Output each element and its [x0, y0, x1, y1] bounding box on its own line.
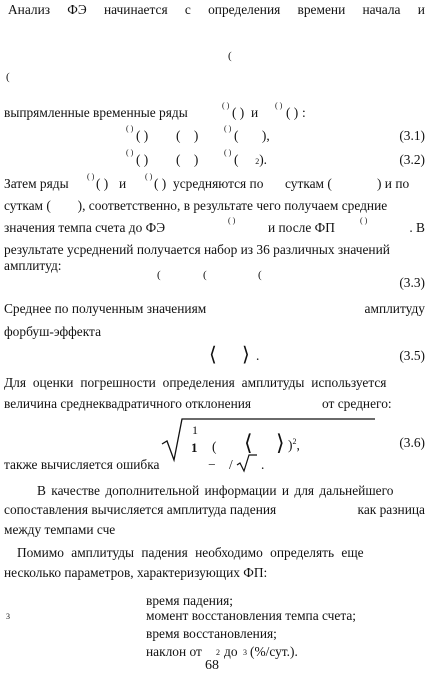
paragraph-line-5: значения темпа счета до ФЭ ( ) и после ФП ( ) . В	[4, 216, 425, 235]
paragraph-line-14: сопоставления вычисляется амплитуда падения как разница	[4, 502, 425, 517]
list-item: наклон от 2 до 3 (%/сут.).	[146, 644, 298, 659]
paragraph-line-7: амплитуд:	[4, 258, 62, 273]
page-number: 68	[205, 658, 219, 673]
paragraph-line-12: также вычисляется ошибка − / .	[4, 458, 159, 471]
paragraph-line-2: выпрямленные временные ряды ( ) ( ) и ( ) ( ) :	[4, 101, 306, 120]
equation-number: (3.2)	[399, 152, 425, 167]
formula-fragment: (	[6, 71, 10, 83]
paragraph-line-4: суткам ( ), соответственно, в результате чего получаем средние	[4, 198, 388, 213]
formula-fragment: (	[228, 50, 232, 62]
paragraph-line-16: Помимо амплитуды падения необходимо определять еще	[17, 545, 364, 560]
word: начинается	[103, 2, 168, 17]
word: Анализ	[8, 2, 51, 17]
word: с	[184, 2, 191, 17]
word: ФЭ	[67, 2, 87, 17]
word: времени	[297, 2, 346, 17]
equation-number: (3.1)	[399, 128, 425, 143]
paragraph-line-13: В качестве дополнительной информации и для дальнейшего	[37, 483, 394, 498]
equation-number: (3.5)	[399, 348, 425, 363]
paragraph-line-1	[8, 3, 425, 16]
equation-number: (3.3)	[399, 275, 425, 290]
paragraph-line-8: Среднее по полученным значениям амплитуду	[4, 301, 425, 316]
equation-3-6: 1 1 ( ⟨ ⟩ )$^2$, (3.6)	[0, 416, 431, 466]
list-item: момент восстановления темпа счета;	[146, 608, 357, 623]
paragraph-line-17: несколько параметров, характеризующих ФП:	[4, 565, 268, 580]
paragraph-line-3: Затем ряды ( ) ( ) и ( ) ( ) усредняются по суткам ( ) и по	[4, 172, 410, 191]
square-root-sign	[236, 453, 258, 473]
equation-number: (3.6)	[399, 435, 425, 450]
paragraph-line-15: между темпами сче	[4, 522, 116, 537]
paragraph-line-9: форбуш-эффекта	[4, 324, 102, 339]
paragraph-line-6: результате усреднений получается набор из 36 различных значений	[4, 242, 390, 257]
list-item: время падения;	[146, 593, 234, 608]
word: и	[417, 2, 425, 17]
formula-fragment: 3	[6, 612, 10, 621]
list-item: время восстановления;	[146, 626, 277, 641]
word: начала	[362, 2, 401, 17]
paragraph-line-11: величина среднеквадратичного отклонения от среднего:	[4, 396, 392, 411]
word: определения	[208, 2, 281, 17]
paragraph-line-10: Для оценки погрешности определения амплитуды используется	[4, 375, 387, 390]
